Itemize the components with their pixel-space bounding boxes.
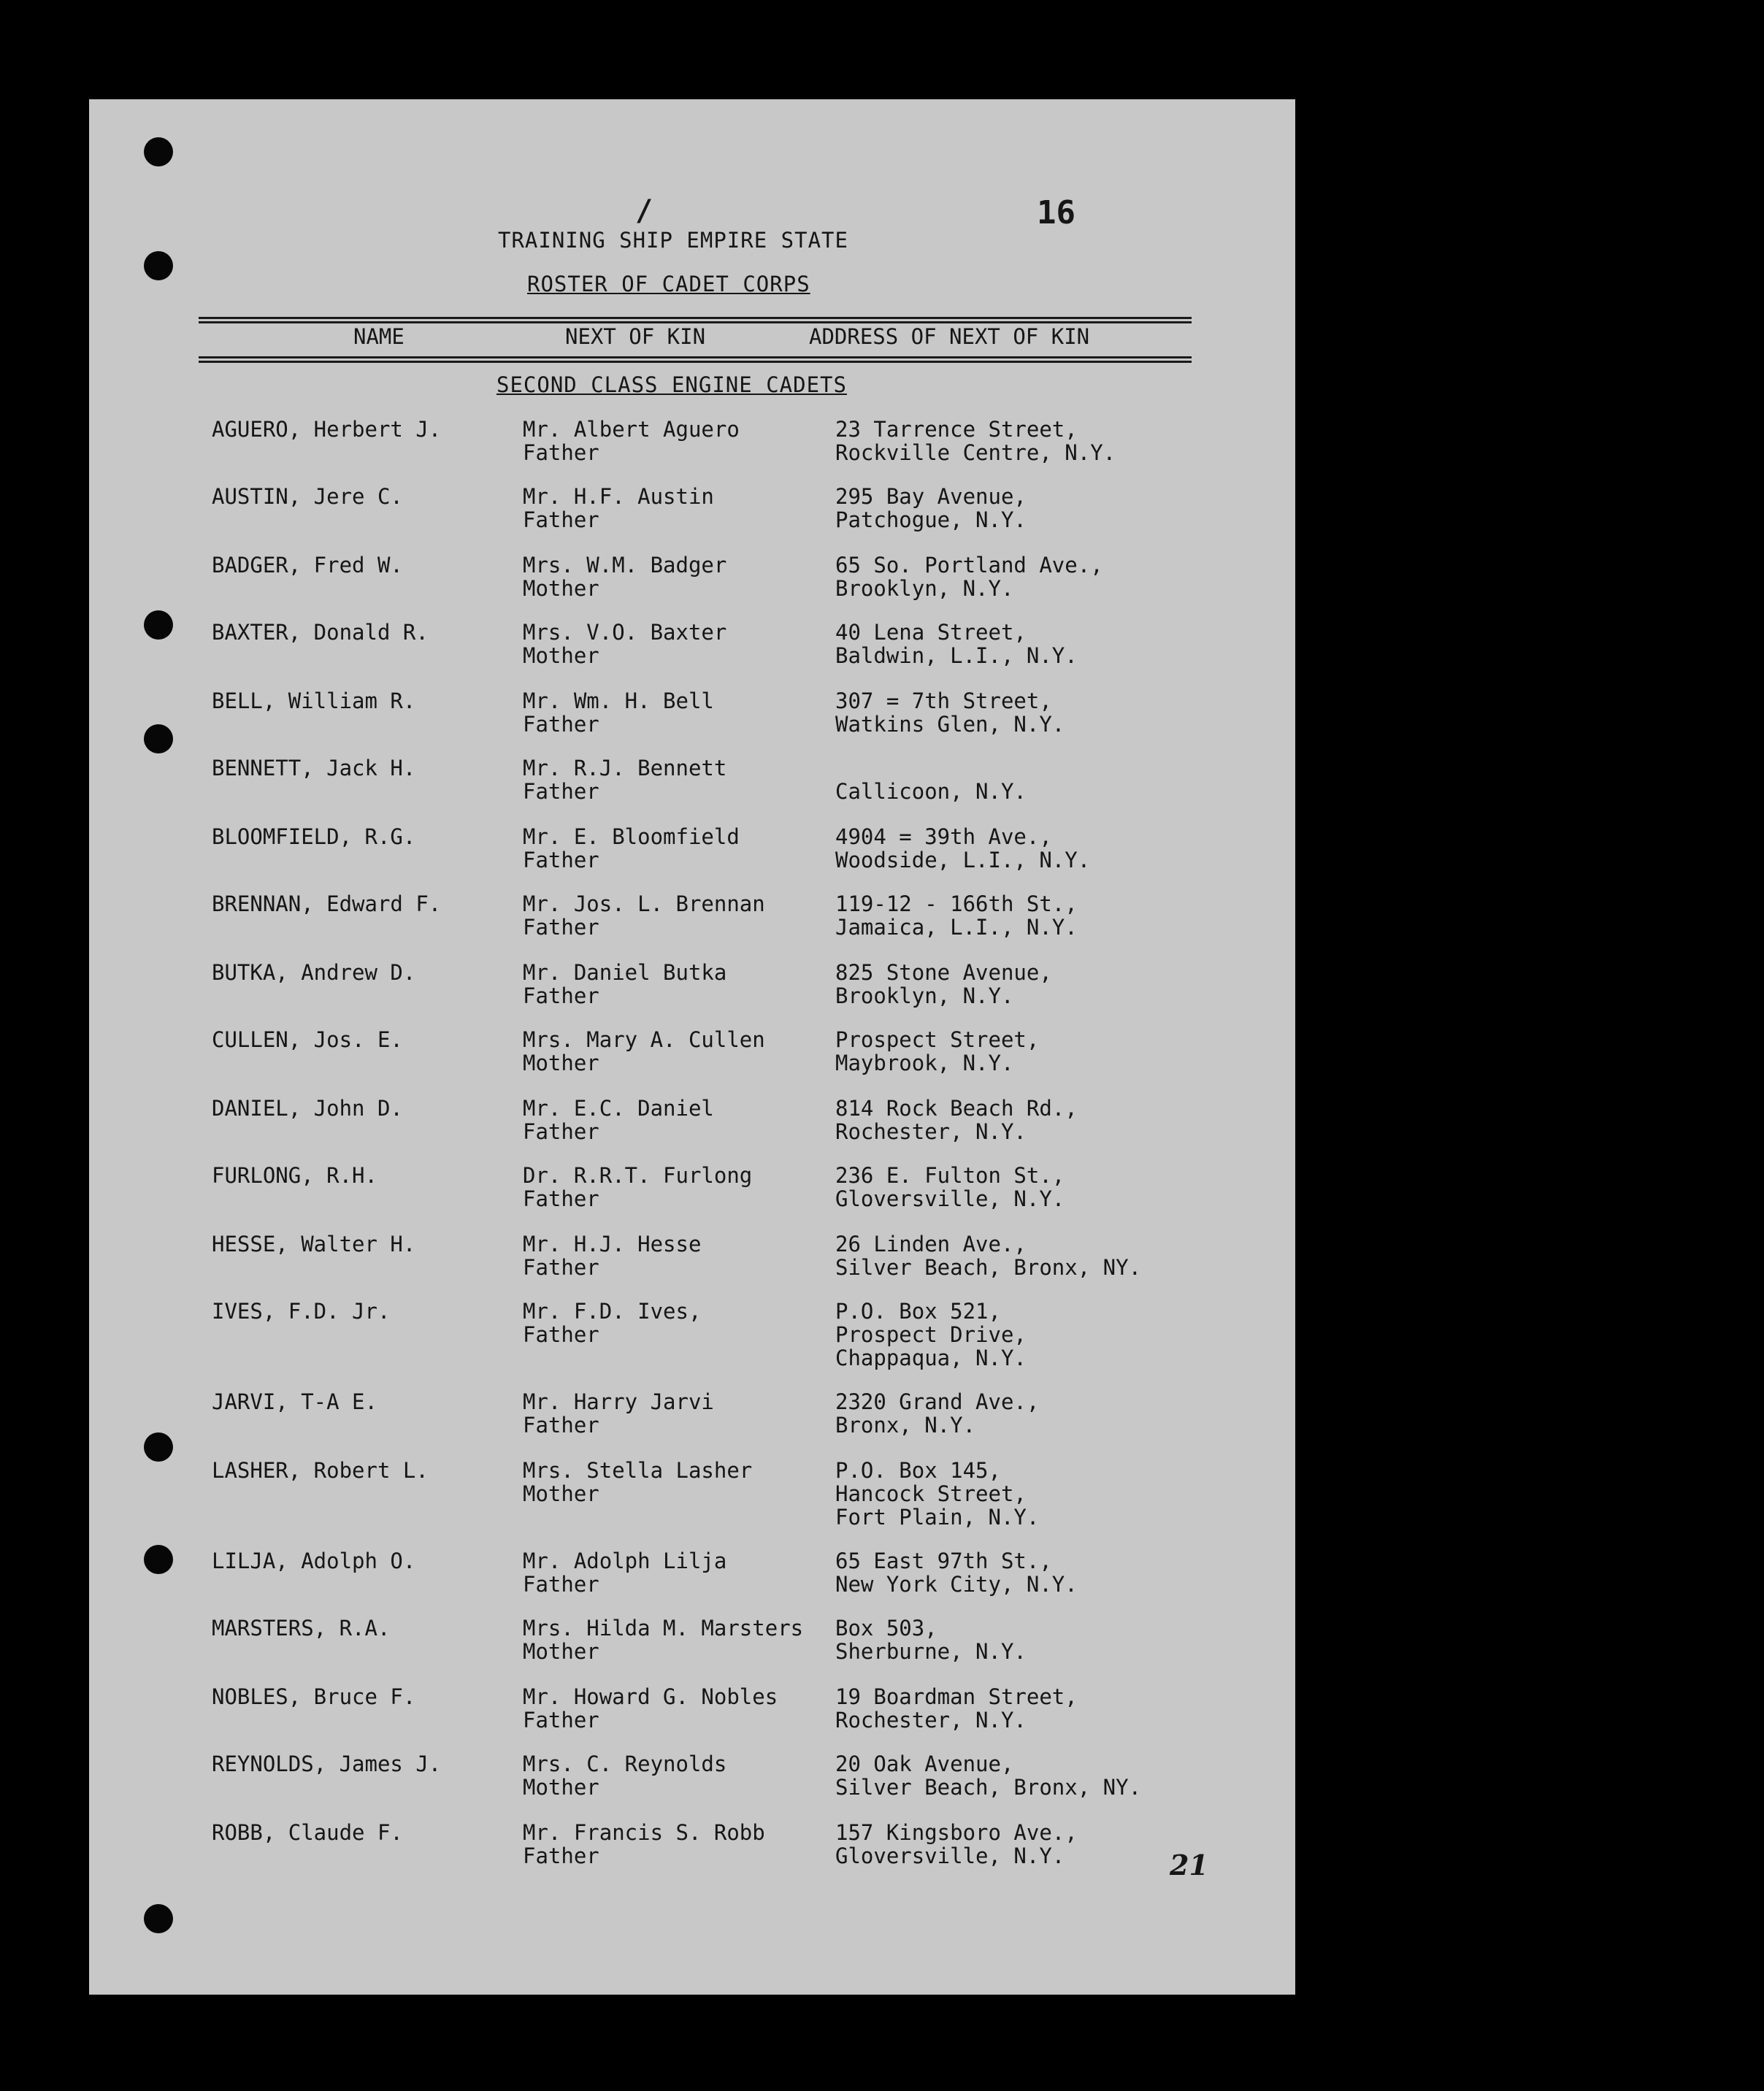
kin-line: Mr. R.J. Bennett bbox=[523, 756, 727, 780]
kin-line: Mr. Adolph Lilja bbox=[523, 1549, 727, 1573]
address-line: Hancock Street, bbox=[835, 1481, 1027, 1506]
kin-address bbox=[835, 1028, 1039, 1075]
header-rule-bottom-2 bbox=[199, 361, 1192, 363]
address-line: P.O. Box 145, bbox=[835, 1458, 1001, 1483]
header-rule-bottom bbox=[199, 356, 1192, 358]
kin-line: Mr. Jos. L. Brennan bbox=[523, 891, 765, 916]
address-line: Jamaica, L.I., N.Y. bbox=[835, 915, 1078, 940]
kin-line: Mother bbox=[523, 576, 599, 601]
address-line: 26 Linden Ave., bbox=[835, 1232, 1027, 1256]
next-of-kin bbox=[523, 961, 726, 1008]
kin-line: Mr. Daniel Butka bbox=[523, 960, 727, 985]
address-line: Patchogue, N.Y. bbox=[835, 507, 1027, 532]
kin-line: Mrs. Stella Lasher bbox=[523, 1458, 753, 1483]
kin-address bbox=[835, 1549, 1078, 1596]
cadet-name: AUSTIN, Jere C. bbox=[212, 484, 403, 509]
header-rule-top bbox=[199, 317, 1192, 319]
kin-line: Father bbox=[523, 1708, 599, 1733]
next-of-kin bbox=[523, 1232, 701, 1279]
cadet-name: LASHER, Robert L. bbox=[212, 1458, 429, 1483]
document-page bbox=[89, 99, 1295, 1995]
address-line: 825 Stone Avenue, bbox=[835, 960, 1052, 985]
address-line: 65 East 97th St., bbox=[835, 1549, 1052, 1573]
cadet-name: JARVI, T-A E. bbox=[212, 1389, 377, 1414]
next-of-kin bbox=[523, 1549, 726, 1596]
kin-line: Mr. Wm. H. Bell bbox=[523, 688, 714, 713]
cadet-name: REYNOLDS, James J. bbox=[212, 1752, 442, 1776]
kin-line: Father bbox=[523, 1572, 599, 1597]
header-rule-top-2 bbox=[199, 321, 1192, 323]
cadet-name: FURLONG, R.H. bbox=[212, 1163, 377, 1188]
cadet-name: BRENNAN, Edward F. bbox=[212, 891, 442, 916]
address-line: Rochester, N.Y. bbox=[835, 1119, 1027, 1144]
kin-line: Mrs. Hilda M. Marsters bbox=[523, 1616, 804, 1641]
kin-address bbox=[835, 1821, 1078, 1868]
kin-address bbox=[835, 1097, 1078, 1143]
kin-line: Mrs. Mary A. Cullen bbox=[523, 1027, 765, 1052]
next-of-kin bbox=[523, 689, 714, 736]
address-line: 307 = 7th Street, bbox=[835, 688, 1052, 713]
address-line: New York City, N.Y. bbox=[835, 1572, 1078, 1597]
address-line: Brooklyn, N.Y. bbox=[835, 576, 1014, 601]
kin-line: Mr. Harry Jarvi bbox=[523, 1389, 714, 1414]
kin-address bbox=[835, 825, 1090, 872]
next-of-kin bbox=[523, 1752, 726, 1799]
kin-address bbox=[835, 553, 1103, 600]
next-of-kin bbox=[523, 1685, 778, 1732]
address-line: Prospect Street, bbox=[835, 1027, 1040, 1052]
address-line: Fort Plain, N.Y. bbox=[835, 1505, 1040, 1530]
cadet-name: BLOOMFIELD, R.G. bbox=[212, 824, 416, 849]
address-line: 23 Tarrence Street, bbox=[835, 417, 1078, 442]
cadet-name: HESSE, Walter H. bbox=[212, 1232, 416, 1256]
cadet-name: BAXTER, Donald R. bbox=[212, 620, 429, 645]
address-line: Rockville Centre, N.Y. bbox=[835, 440, 1116, 465]
cadet-name: BENNETT, Jack H. bbox=[212, 756, 416, 780]
next-of-kin bbox=[523, 1028, 765, 1075]
next-of-kin bbox=[523, 621, 726, 667]
next-of-kin bbox=[523, 825, 740, 872]
next-of-kin bbox=[523, 1097, 714, 1143]
kin-line: Father bbox=[523, 1186, 599, 1211]
address-line: 236 E. Fulton St., bbox=[835, 1163, 1065, 1188]
kin-address bbox=[835, 621, 1078, 667]
cadet-name: DANIEL, John D. bbox=[212, 1096, 403, 1121]
kin-line: Mr. Francis S. Robb bbox=[523, 1820, 765, 1845]
kin-address bbox=[835, 1390, 1039, 1437]
next-of-kin bbox=[523, 756, 726, 803]
kin-address bbox=[835, 1685, 1078, 1732]
kin-line: Mother bbox=[523, 1481, 599, 1506]
kin-address bbox=[835, 892, 1078, 939]
address-line: Gloversville, N.Y. bbox=[835, 1843, 1065, 1868]
binder-hole bbox=[144, 1904, 173, 1933]
binder-hole bbox=[144, 1545, 173, 1574]
cadet-name: AGUERO, Herbert J. bbox=[212, 417, 442, 442]
cadet-name: BUTKA, Andrew D. bbox=[212, 960, 416, 985]
kin-line: Father bbox=[523, 1119, 599, 1144]
address-line: Gloversville, N.Y. bbox=[835, 1186, 1065, 1211]
document-subtitle: ROSTER OF CADET CORPS bbox=[527, 272, 810, 296]
kin-line: Mrs. C. Reynolds bbox=[523, 1752, 727, 1776]
section-heading: SECOND CLASS ENGINE CADETS bbox=[496, 372, 847, 397]
kin-line: Father bbox=[523, 915, 599, 940]
binder-hole bbox=[144, 610, 173, 640]
column-header-kin: NEXT OF KIN bbox=[565, 324, 706, 349]
binder-hole bbox=[144, 251, 173, 280]
address-line: Callicoon, N.Y. bbox=[835, 779, 1027, 804]
address-line bbox=[835, 756, 1027, 780]
kin-line: Father bbox=[523, 440, 599, 465]
kin-address bbox=[835, 485, 1027, 532]
address-line: Silver Beach, Bronx, NY. bbox=[835, 1255, 1142, 1280]
kin-line: Father bbox=[523, 1843, 599, 1868]
kin-line: Father bbox=[523, 507, 599, 532]
kin-address bbox=[835, 418, 1116, 464]
address-line: Brooklyn, N.Y. bbox=[835, 983, 1014, 1008]
address-line: 157 Kingsboro Ave., bbox=[835, 1820, 1078, 1845]
kin-address bbox=[835, 1232, 1141, 1279]
kin-line: Father bbox=[523, 1413, 599, 1438]
kin-line: Mother bbox=[523, 1775, 599, 1800]
address-line: Woodside, L.I., N.Y. bbox=[835, 848, 1091, 872]
kin-address bbox=[835, 1459, 1039, 1529]
binder-hole bbox=[144, 1432, 173, 1462]
next-of-kin bbox=[523, 1459, 752, 1505]
address-line: P.O. Box 521, bbox=[835, 1299, 1001, 1324]
next-of-kin bbox=[523, 1821, 765, 1868]
address-line: 20 Oak Avenue, bbox=[835, 1752, 1014, 1776]
cadet-name: NOBLES, Bruce F. bbox=[212, 1684, 416, 1709]
column-header-address: ADDRESS OF NEXT OF KIN bbox=[809, 324, 1090, 349]
kin-line: Mr. Howard G. Nobles bbox=[523, 1684, 778, 1709]
next-of-kin bbox=[523, 1300, 701, 1346]
kin-line: Father bbox=[523, 983, 599, 1008]
address-line: Box 503, bbox=[835, 1616, 937, 1641]
next-of-kin bbox=[523, 1616, 803, 1663]
binder-hole bbox=[144, 724, 173, 753]
cadet-name: IVES, F.D. Jr. bbox=[212, 1299, 391, 1324]
kin-line: Mr. E.C. Daniel bbox=[523, 1096, 714, 1121]
next-of-kin bbox=[523, 418, 740, 464]
kin-address bbox=[835, 1752, 1141, 1799]
address-line: Rochester, N.Y. bbox=[835, 1708, 1027, 1733]
next-of-kin bbox=[523, 1390, 714, 1437]
cadet-name: MARSTERS, R.A. bbox=[212, 1616, 391, 1641]
kin-address bbox=[835, 689, 1065, 736]
cadet-name: BADGER, Fred W. bbox=[212, 553, 403, 578]
kin-address bbox=[835, 1300, 1027, 1370]
kin-line: Mrs. V.O. Baxter bbox=[523, 620, 727, 645]
kin-address bbox=[835, 1164, 1065, 1211]
handwritten-count: 21 bbox=[1170, 1849, 1208, 1881]
address-line: 40 Lena Street, bbox=[835, 620, 1027, 645]
cadet-name: BELL, William R. bbox=[212, 688, 416, 713]
kin-line: Father bbox=[523, 1255, 599, 1280]
kin-line: Mr. H.J. Hesse bbox=[523, 1232, 702, 1256]
address-line: 814 Rock Beach Rd., bbox=[835, 1096, 1078, 1121]
address-line: 295 Bay Avenue, bbox=[835, 484, 1027, 509]
kin-line: Mother bbox=[523, 1639, 599, 1664]
kin-line: Mrs. W.M. Badger bbox=[523, 553, 727, 578]
next-of-kin bbox=[523, 485, 714, 532]
kin-line: Mr. F.D. Ives, bbox=[523, 1299, 702, 1324]
kin-line: Mr. Albert Aguero bbox=[523, 417, 740, 442]
address-line: Maybrook, N.Y. bbox=[835, 1051, 1014, 1075]
cadet-name: CULLEN, Jos. E. bbox=[212, 1027, 403, 1052]
address-line: Prospect Drive, bbox=[835, 1322, 1027, 1347]
cadet-name: LILJA, Adolph O. bbox=[212, 1549, 416, 1573]
kin-line: Mr. H.F. Austin bbox=[523, 484, 714, 509]
kin-line: Father bbox=[523, 848, 599, 872]
next-of-kin bbox=[523, 553, 726, 600]
kin-address bbox=[835, 1616, 1027, 1663]
cadet-name: ROBB, Claude F. bbox=[212, 1820, 403, 1845]
address-line: Silver Beach, Bronx, NY. bbox=[835, 1775, 1142, 1800]
binder-hole bbox=[144, 137, 173, 166]
address-line: 4904 = 39th Ave., bbox=[835, 824, 1052, 849]
address-line: 65 So. Portland Ave., bbox=[835, 553, 1103, 578]
kin-address bbox=[835, 961, 1052, 1008]
kin-address bbox=[835, 756, 1027, 803]
kin-line: Mr. E. Bloomfield bbox=[523, 824, 740, 849]
column-header-name: NAME bbox=[353, 324, 404, 349]
address-line: Baldwin, L.I., N.Y. bbox=[835, 643, 1078, 668]
address-line: Sherburne, N.Y. bbox=[835, 1639, 1027, 1664]
next-of-kin bbox=[523, 1164, 752, 1211]
pencil-mark: / bbox=[635, 194, 653, 228]
address-line: Watkins Glen, N.Y. bbox=[835, 712, 1065, 737]
next-of-kin bbox=[523, 892, 765, 939]
kin-line: Father bbox=[523, 712, 599, 737]
page-number: 16 bbox=[1037, 194, 1075, 231]
kin-line: Mother bbox=[523, 643, 599, 668]
address-line: Chappaqua, N.Y. bbox=[835, 1346, 1027, 1370]
kin-line: Father bbox=[523, 779, 599, 804]
address-line: 119-12 - 166th St., bbox=[835, 891, 1078, 916]
kin-line: Mother bbox=[523, 1051, 599, 1075]
address-line: 2320 Grand Ave., bbox=[835, 1389, 1040, 1414]
document-title: TRAINING SHIP EMPIRE STATE bbox=[498, 228, 848, 253]
kin-line: Dr. R.R.T. Furlong bbox=[523, 1163, 753, 1188]
address-line: Bronx, N.Y. bbox=[835, 1413, 976, 1438]
kin-line: Father bbox=[523, 1322, 599, 1347]
address-line: 19 Boardman Street, bbox=[835, 1684, 1078, 1709]
